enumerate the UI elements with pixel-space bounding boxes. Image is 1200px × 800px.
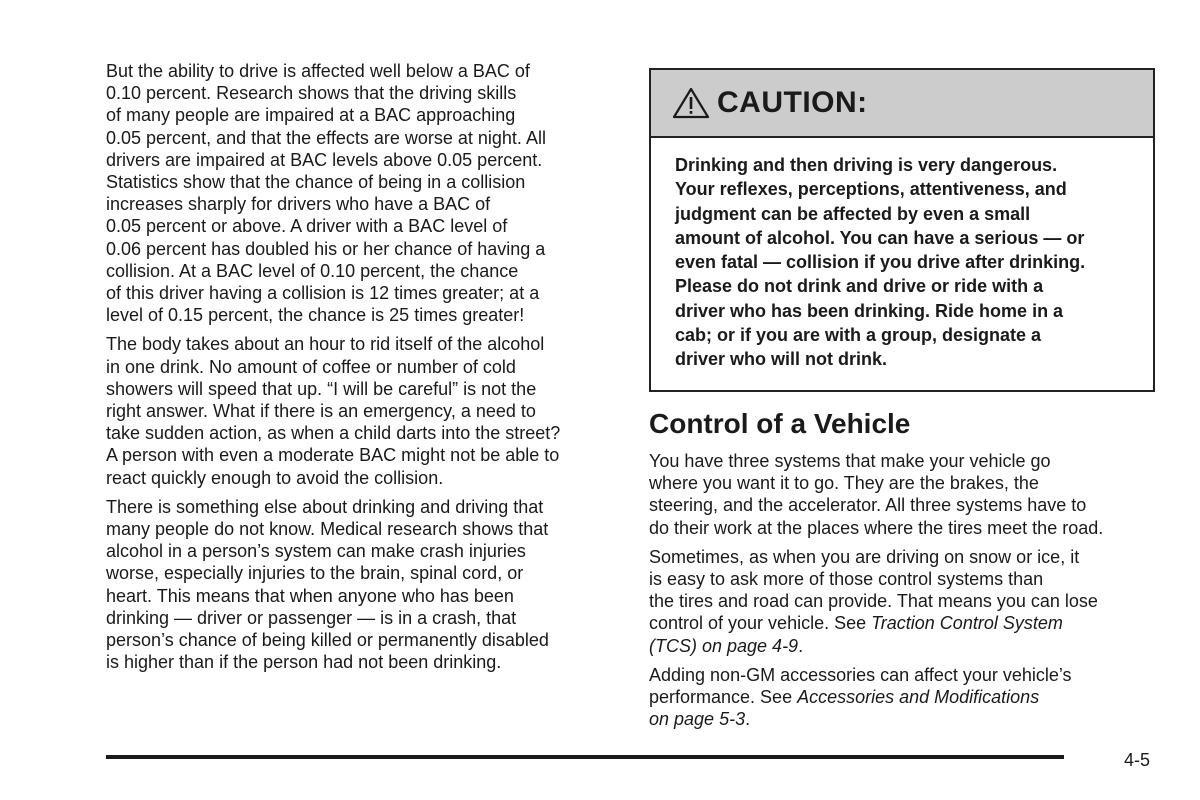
left-column (106, 60, 606, 680)
traction-paragraph-end: . (798, 635, 804, 656)
alcohol-elimination-paragraph: The body takes about an hour to rid itself of the alcohol in one drink. No amount of coffee or number of cold showers will speed that up. “I will be careful” is not the right answer. What if there is an emergency, a need to take sudden action, as when a child darts into the street? A person with even a moderate BAC might not be able to react quickly enough to avoid the collision. (106, 334, 561, 488)
traction-paragraph-text: Sometimes, as when you are driving on snow or ice, it is easy to ask more of those control systems than the tires and road can provide. That means you can lose control of your vehicle. See (649, 546, 1098, 634)
accessories-paragraph-end: . (745, 709, 751, 730)
page-number: 4-5 (1124, 750, 1151, 770)
caution-box (649, 68, 1155, 392)
crash-injury-paragraph: There is something else about drinking and driving that many people do not know. Medical research shows that alcohol in a person’s system can make crash injuries worse, especially injuries to the brain, spinal cord, or heart. This means that when anyone who has been drinking — driver or passenger — is in a crash, that person’s chance of being killed or permanently disabled is higher than if the person had not been drinking. (106, 496, 549, 673)
caution-title: CAUTION: (717, 86, 868, 119)
section-heading: Control of a Vehicle (649, 408, 911, 439)
accessories-paragraph (649, 664, 1157, 731)
control-systems-paragraph: You have three systems that make your vehicle go where you want it to go. They are the brakes, the steering, and the accelerator. All three systems have to do their work at the places where the tires meet the road. (649, 451, 1104, 538)
traction-paragraph (649, 546, 1157, 657)
warning-triangle-icon (671, 86, 711, 120)
caution-text: Drinking and then driving is very dangerous. Your reflexes, perceptions, attentiveness, and judgment can be affected by even a small amount of alcohol. You can have a serious — or even fatal — collision if you drive after drinking. Please do not drink and drive or ride with a driver who has been drinking. Ride home in a cab; or if you are with a group, designate a driver who will not drink. (675, 155, 1086, 370)
right-column (649, 68, 1157, 737)
accessories-reference: Accessories and Modifications on page 5‑3 (649, 687, 1040, 730)
footer-rule (106, 755, 1064, 759)
bac-effects-paragraph: But the ability to drive is affected well below a BAC of 0.10 percent. Research shows that the driving skills of many people are impaired at a BAC approaching 0.05 percent, and that the effects are worse at night. All drivers are impaired at BAC levels above 0.05 percent. Statistics show that the chance of being in a collision increases sharply for drivers who have a BAC of 0.05 percent or above. A driver with a BAC level of 0.06 percent has doubled his or her chance of having a collision. At a BAC level of 0.10 percent, the chance of this driver having a collision is 12 times greater; at a level of 0.15 percent, the chance is 25 times greater! (106, 61, 546, 326)
accessories-paragraph-text: Adding non-GM accessories can affect your vehicle’s performance. See (649, 664, 1072, 708)
traction-control-reference: Traction Control System (TCS) on page 4‑9 (649, 613, 1063, 656)
caution-header (651, 70, 1153, 138)
